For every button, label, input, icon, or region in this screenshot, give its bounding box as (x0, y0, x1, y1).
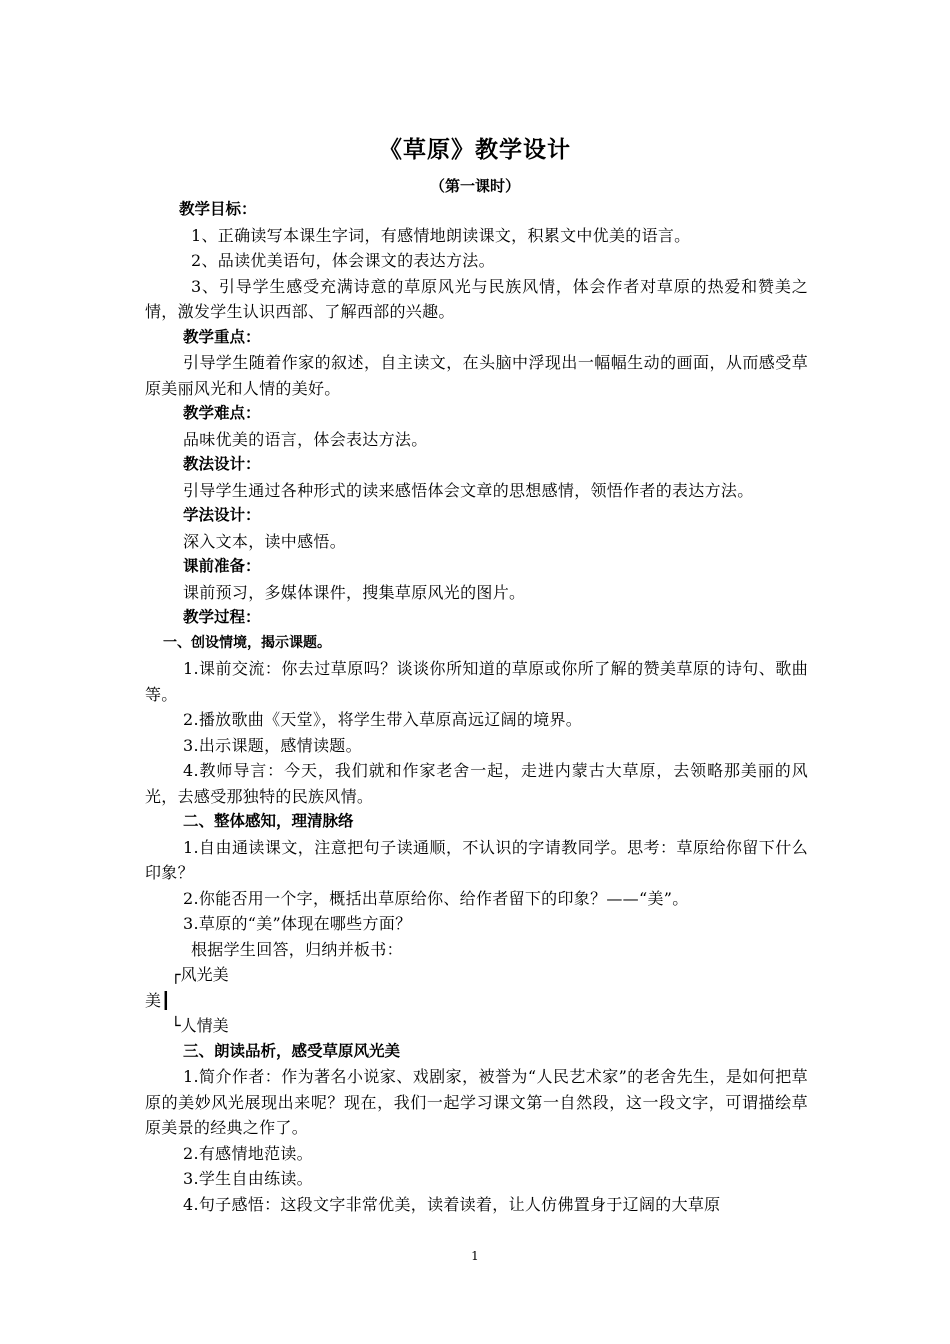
document-subtitle: （第一课时） (429, 177, 520, 195)
key-heading: 教学重点： (183, 327, 261, 346)
difficulty-text: 品味优美的语言，体会表达方法。 (183, 429, 428, 449)
section-2-item-1: 1.自由通读课文，注意把句子读通顺，不认识的字请教同学。思考：草原给你留下什么印象？ (145, 837, 808, 882)
section-2-item-3: 3.草原的“美”体现在哪些方面？ (183, 914, 412, 933)
prep-text: 课前预习，多媒体课件，搜集草原风光的图片。 (183, 582, 526, 602)
section-2-item-2: 2.你能否用一个字，概括出草原给你、给作者留下的印象？——“美”。 (183, 888, 689, 908)
section-3-item-3: 3.学生自由练读。 (183, 1169, 313, 1188)
section-3-item-1: 1.简介作者：作为著名小说家、戏剧家，被誉为“人民艺术家”的老舍先生，是如何把草原的美妙风光展现出来呢？现在，我们一起学习课文第一自然段，这一段文字，可谓描绘草原美景的经典之作了。 (145, 1067, 808, 1137)
teaching-method-heading: 教法设计： (183, 455, 261, 473)
goal-3: 3、引导学生感受充满诗意的草原风光与民族风情，体会作者对草原的热爱和赞美之情，激发学生认识西部、了解西部的兴趣。 (145, 276, 808, 321)
section-3-heading: 三、朗读品析，感受草原风光美 (183, 1041, 401, 1060)
section-1-item-4: 4.教师导言：今天，我们就和作家老舍一起，走进内蒙古大草原，去领略那美丽的风光，去感受那独特的民族风情。 (145, 761, 808, 806)
section-3-item-2: 2.有感情地范读。 (183, 1143, 313, 1163)
section-1-item-2: 2.播放歌曲《天堂》，将学生带入草原高远辽阔的境界。 (183, 710, 583, 729)
section-2-heading: 二、整体感知，理清脉络 (183, 812, 354, 830)
learning-method-heading: 学法设计： (183, 506, 261, 524)
document-body (145, 197, 808, 1217)
section-1-item-1: 1.课前交流：你去过草原吗？谈谈你所知道的草原或你所了解的赞美草原的诗句、歌曲等。 (145, 659, 808, 704)
page-number: 1 (471, 1249, 479, 1263)
goal-2: 2、品读优美语句，体会课文的表达方法。 (191, 251, 495, 270)
section-1-item-3: 3.出示课题，感情读题。 (183, 735, 362, 755)
teaching-method-text: 引导学生通过各种形式的读来感悟体会文章的思想感情，领悟作者的表达方法。 (183, 480, 754, 500)
goals-heading: 教学目标： (179, 200, 257, 218)
section-1-heading: 一、创设情境，揭示课题。 (163, 634, 331, 651)
board-branch-scenery: ┌风光美 (171, 965, 229, 984)
section-3-item-4: 4.句子感悟：这段文字非常优美，读着读着，让人仿佛置身于辽阔的大草原 (183, 1194, 721, 1214)
prep-heading: 课前准备： (183, 557, 261, 575)
key-text: 引导学生随着作家的叙述，自主读文，在头脑中浮现出一幅幅生动的画面，从而感受草原美丽风光和人情的美好。 (145, 353, 808, 398)
learning-method-text: 深入文本，读中感悟。 (183, 531, 347, 551)
board-writing-diagram (145, 962, 808, 1039)
difficulty-heading: 教学难点： (183, 404, 261, 422)
section-2-item-4: 根据学生回答，归纳并板书： (191, 939, 403, 959)
process-heading: 教学过程： (183, 608, 261, 626)
goal-1: 1、正确读写本课生字词，有感情地朗读课文，积累文中优美的语言。 (191, 225, 691, 245)
board-root: 美┃ (145, 990, 171, 1010)
board-branch-people: └人情美 (171, 1016, 229, 1035)
document-title: 《草原》教学设计 (379, 137, 571, 163)
